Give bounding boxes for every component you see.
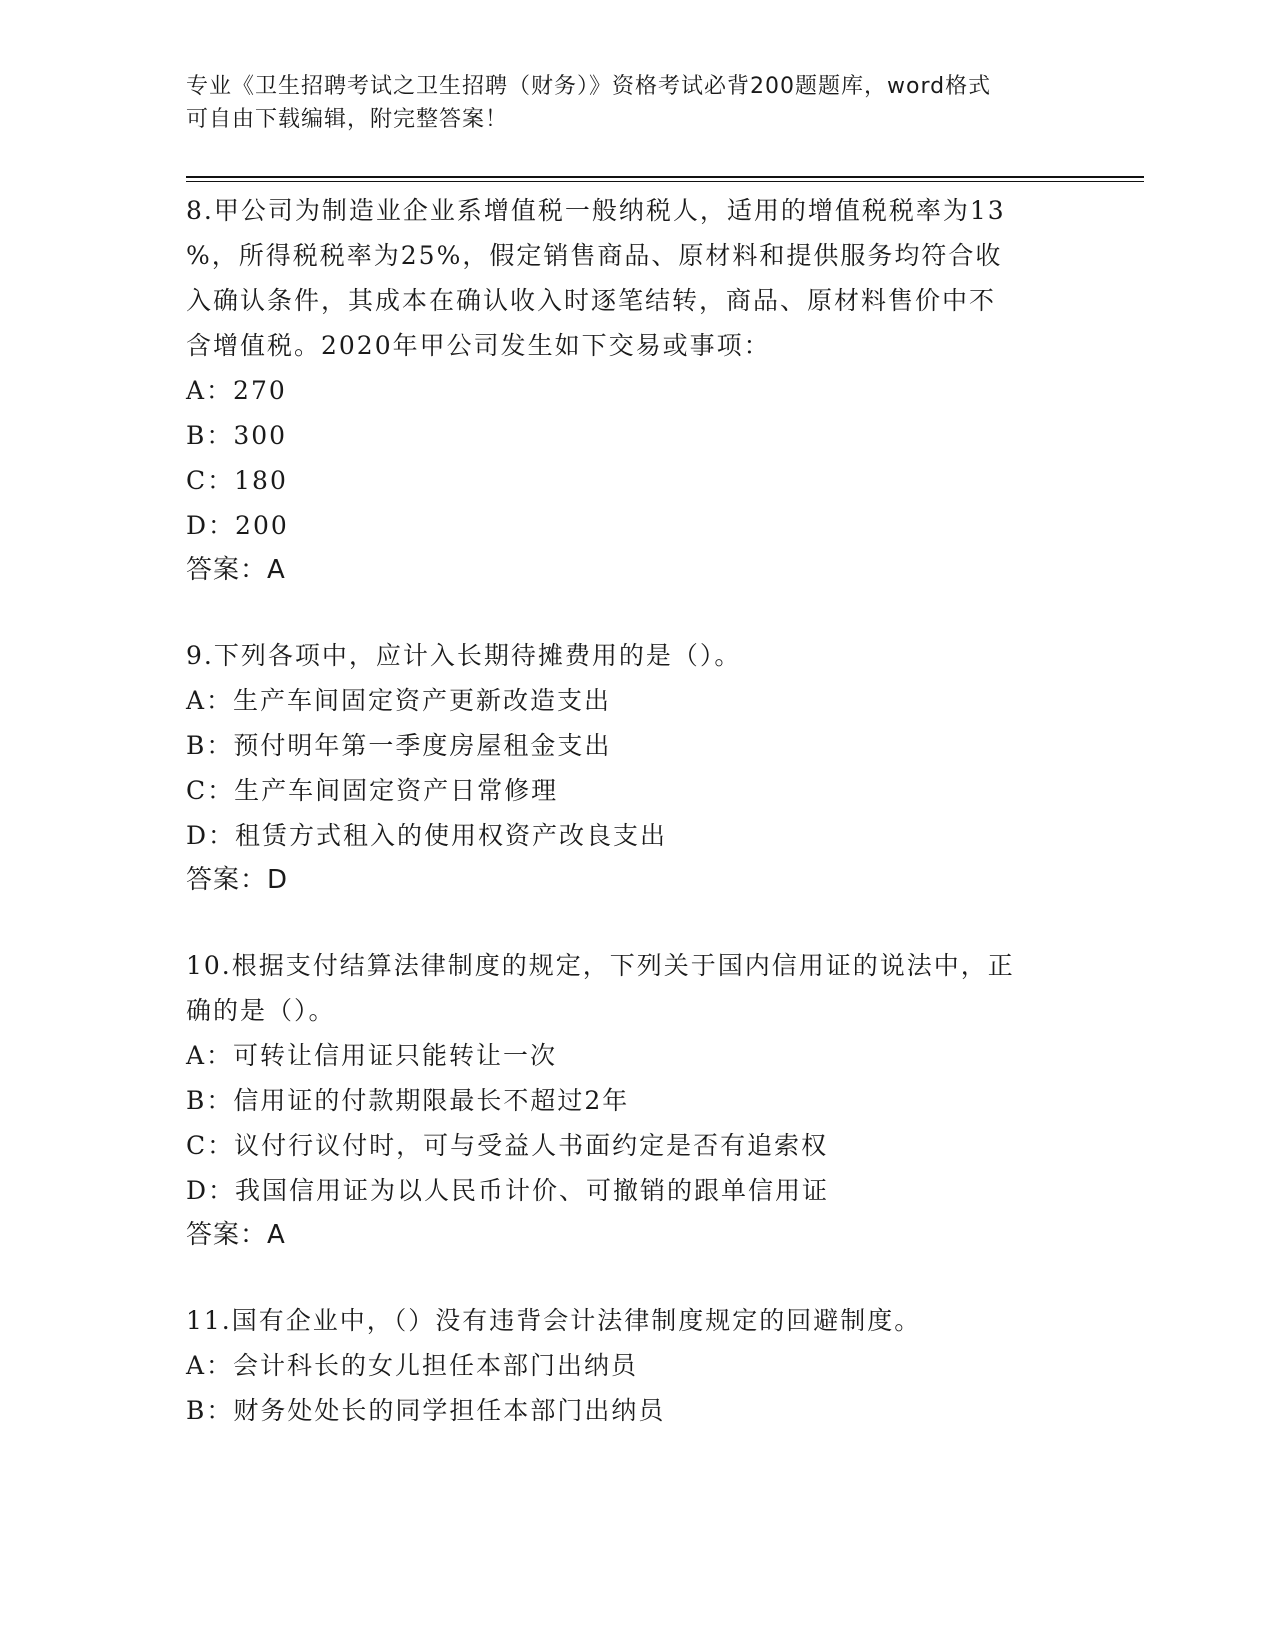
question-item <box>186 188 1066 593</box>
question-item <box>186 633 1066 903</box>
answer-option: D：我国信用证为以人民币计价、可撤销的跟单信用证 <box>186 1176 830 1205</box>
question-list <box>186 188 1066 1473</box>
answer-option: A：会计科长的女儿担任本部门出纳员 <box>186 1351 639 1380</box>
header-divider <box>186 176 1144 182</box>
answer-key: 答案：D <box>186 865 289 895</box>
question-stem-line: 含增值税。2020年甲公司发生如下交易或事项： <box>186 331 771 360</box>
header-title-line-2: 可自由下载编辑，附完整答案！ <box>186 107 509 132</box>
answer-option: A：生产车间固定资产更新改造支出 <box>186 686 612 715</box>
answer-option: D：租赁方式租入的使用权资产改良支出 <box>186 821 668 850</box>
question-stem-line: 9.下列各项中，应计入长期待摊费用的是（）。 <box>186 641 742 670</box>
header-title-line-1: 专业《卫生招聘考试之卫生招聘（财务）》资格考试必背200题题库，word格式 <box>186 74 992 99</box>
question-stem-line: 确的是（）。 <box>186 996 336 1025</box>
question-stem-line: %，所得税税率为25%，假定销售商品、原材料和提供服务均符合收 <box>186 241 1003 270</box>
question-stem-line: 入确认条件，其成本在确认收入时逐笔结转，商品、原材料售价中不 <box>186 286 997 315</box>
question-stem-line: 10.根据支付结算法律制度的规定，下列关于国内信用证的说法中，正 <box>186 951 1015 980</box>
answer-option: C：议付行议付时，可与受益人书面约定是否有追索权 <box>186 1131 829 1160</box>
answer-option: D：200 <box>186 511 289 540</box>
question-stem-line: 11.国有企业中，（）没有违背会计法律制度规定的回避制度。 <box>186 1306 922 1335</box>
answer-option: A：270 <box>186 376 287 405</box>
answer-option: C：生产车间固定资产日常修理 <box>186 776 559 805</box>
answer-option: C：180 <box>186 466 288 495</box>
question-item <box>186 1298 1066 1433</box>
answer-option: A：可转让信用证只能转让一次 <box>186 1041 558 1070</box>
question-item <box>186 943 1066 1258</box>
answer-option: B：预付明年第一季度房屋租金支出 <box>186 731 612 760</box>
answer-option: B：财务处处长的同学担任本部门出纳员 <box>186 1396 666 1425</box>
answer-key: 答案：A <box>186 1220 286 1250</box>
answer-key: 答案：A <box>186 555 286 585</box>
document-header <box>186 70 1066 136</box>
question-stem-line: 8.甲公司为制造业企业系增值税一般纳税人，适用的增值税税率为13 <box>186 196 1006 225</box>
answer-option: B：信用证的付款期限最长不超过2年 <box>186 1086 630 1115</box>
answer-option: B：300 <box>186 421 288 450</box>
